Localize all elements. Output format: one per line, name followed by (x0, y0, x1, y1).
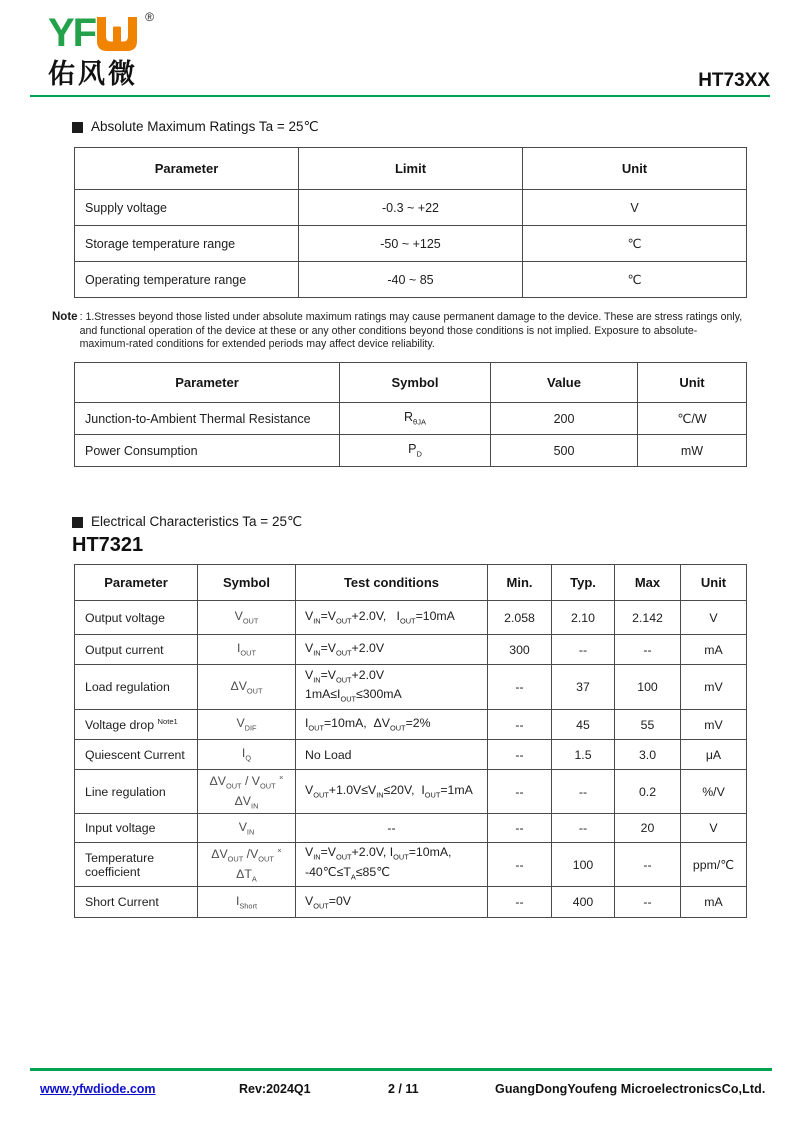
square-bullet-icon (72, 122, 83, 133)
typ-cell: 2.10 (552, 601, 615, 635)
cond-cell: $V_{OUT}=0V$ (296, 887, 488, 918)
unit-cell: μA (681, 740, 747, 770)
table-row (75, 770, 747, 814)
typ-cell: 45 (552, 710, 615, 740)
min-cell: -- (488, 843, 552, 887)
min-cell: -- (488, 740, 552, 770)
symbol-cell: $I_{OUT}$ (198, 635, 296, 665)
page-header (0, 0, 800, 97)
note-text (80, 311, 743, 352)
page-footer (0, 1082, 800, 1104)
col-header: Symbol (340, 363, 491, 403)
col-header: Unit (681, 565, 747, 601)
cond-cell: No Load (296, 740, 488, 770)
param-cell: Storage temperature range (75, 226, 299, 262)
typ-cell: 1.5 (552, 740, 615, 770)
cond-cell: $V_{OUT}+1.0V\le V_{IN}\le 20V$, $I_{OUT}=1mA$ (296, 770, 488, 814)
unit-cell: mA (681, 635, 747, 665)
table-row (75, 635, 747, 665)
unit-cell: mV (681, 665, 747, 710)
cond-line: $V_{IN}=V_{OUT}+2.0V$, $I_{OUT}=10mA$, (305, 845, 452, 862)
unit-cell: mV (681, 710, 747, 740)
table-row (75, 226, 747, 262)
param-cell: Power Consumption (75, 435, 340, 467)
table-header-row (75, 565, 747, 601)
max-cell: 55 (615, 710, 681, 740)
param-cell: Junction-to-Ambient Thermal Resistance (75, 403, 340, 435)
limit-cell: -0.3 ~ +22 (299, 190, 523, 226)
table-row (75, 814, 747, 843)
revision-label: Rev:2024Q1 (239, 1082, 311, 1096)
table-row (75, 843, 747, 887)
param-cell: Line regulation (75, 770, 198, 814)
symbol-cell (198, 843, 296, 887)
param-cell: Temperature coefficient (75, 843, 198, 887)
table-row (75, 262, 747, 298)
table-row (75, 403, 747, 435)
logo-u-icon (97, 16, 137, 57)
col-header: Typ. (552, 565, 615, 601)
thermal-table (74, 362, 747, 467)
param-cell: Voltage drop $^{Note1}$ (75, 710, 198, 740)
company-name: GuangDongYoufeng MicroelectronicsCo,Ltd. (495, 1082, 766, 1096)
unit-cell: %/V (681, 770, 747, 814)
cond-cell: -- (296, 814, 488, 843)
abs-max-section-heading (72, 119, 319, 135)
typ-cell: -- (552, 770, 615, 814)
value-cell: 500 (491, 435, 638, 467)
max-cell: 2.142 (615, 601, 681, 635)
limit-cell: -40 ~ 85 (299, 262, 523, 298)
table-row (75, 740, 747, 770)
typ-cell: -- (552, 814, 615, 843)
limit-cell: -50 ~ +125 (299, 226, 523, 262)
brand-logo (48, 10, 154, 90)
table-row (75, 435, 747, 467)
min-cell: -- (488, 814, 552, 843)
symbol-line: $\Delta T_A$ (236, 866, 257, 883)
param-cell: Output voltage (75, 601, 198, 635)
param-cell: Short Current (75, 887, 198, 918)
col-header: Unit (523, 148, 747, 190)
col-header: Max (615, 565, 681, 601)
header-divider (30, 95, 770, 97)
min-cell: -- (488, 710, 552, 740)
symbol-cell: $I_{Short}$ (198, 887, 296, 918)
note-line: and functional operation of the device at these or any other conditions beyond those conditions is not implied. Exposure to absolute- (79, 324, 698, 337)
logo-chinese-name: 佑风微 (48, 59, 138, 89)
unit-cell: ℃ (523, 226, 747, 262)
param-cell: Input voltage (75, 814, 198, 843)
min-cell: 300 (488, 635, 552, 665)
table-row (75, 190, 747, 226)
max-cell: 100 (615, 665, 681, 710)
symbol-line: $\Delta V_{OUT} / V_{OUT}$ × (209, 773, 284, 791)
col-header: Value (491, 363, 638, 403)
param-cell: Quiescent Current (75, 740, 198, 770)
max-cell: -- (615, 635, 681, 665)
table-row (75, 710, 747, 740)
elec-table (74, 564, 747, 918)
symbol-cell (198, 770, 296, 814)
symbol-cell: $V_{OUT}$ (198, 601, 296, 635)
min-cell: 2.058 (488, 601, 552, 635)
col-header: Parameter (75, 565, 198, 601)
unit-cell: ppm/℃ (681, 843, 747, 887)
col-header: Symbol (198, 565, 296, 601)
typ-cell: 100 (552, 843, 615, 887)
col-header: Limit (299, 148, 523, 190)
typ-cell: -- (552, 635, 615, 665)
table-row (75, 887, 747, 918)
symbol-cell: $R_{\theta JA}$ (340, 403, 491, 435)
square-bullet-icon (72, 517, 83, 528)
elec-section-heading (72, 514, 302, 530)
unit-cell: mW (638, 435, 747, 467)
cond-line: $V_{IN}=V_{OUT}+2.0V$ (305, 667, 385, 684)
col-header: Parameter (75, 363, 340, 403)
part-variant-title: HT7321 (72, 534, 144, 556)
table-header-row (75, 363, 747, 403)
cond-cell: $V_{IN}=V_{OUT}+2.0V$ (296, 635, 488, 665)
cond-cell: $I_{OUT}=10mA$, $\Delta V_{OUT}=2\%$ (296, 710, 488, 740)
cond-line: $1mA\le I_{OUT}\le 300mA$ (305, 687, 402, 704)
symbol-cell: $I_Q$ (198, 740, 296, 770)
col-header: Unit (638, 363, 747, 403)
typ-cell: 400 (552, 887, 615, 918)
param-cell: Operating temperature range (75, 262, 299, 298)
table-row (75, 665, 747, 710)
page-number: 2 / 11 (388, 1082, 419, 1096)
symbol-cell: $V_{DIF}$ (198, 710, 296, 740)
symbol-line: $\Delta V_{OUT}$ $/V_{OUT}$ × (211, 846, 282, 864)
note-label: Note (52, 311, 78, 323)
max-cell: -- (615, 843, 681, 887)
col-header: Test conditions (296, 565, 488, 601)
cond-cell: $V_{IN}=V_{OUT}+2.0V$, $I_{OUT}=10mA$ (296, 601, 488, 635)
note-line: maximum-rated conditions for extended periods may affect device reliability. (79, 338, 435, 350)
max-cell: 3.0 (615, 740, 681, 770)
unit-cell: V (681, 601, 747, 635)
footer-divider (30, 1068, 772, 1071)
unit-cell: V (523, 190, 747, 226)
abs-max-title: Absolute Maximum Ratings Ta = 25℃ (91, 119, 319, 134)
unit-cell: ℃/W (638, 403, 747, 435)
symbol-cell: $\Delta V_{OUT}$ (198, 665, 296, 710)
abs-max-table (74, 147, 747, 298)
cond-cell (296, 665, 488, 710)
website-link[interactable]: www.yfwdiode.com (40, 1082, 156, 1096)
cond-cell (296, 843, 488, 887)
note-block (52, 311, 768, 352)
part-number-title: HT73XX (698, 70, 770, 91)
col-header: Min. (488, 565, 552, 601)
table-header-row (75, 148, 747, 190)
max-cell: -- (615, 887, 681, 918)
logo-yf-text: YF (48, 11, 96, 55)
table-row (75, 601, 747, 635)
param-cell: Supply voltage (75, 190, 299, 226)
param-cell: Output current (75, 635, 198, 665)
min-cell: -- (488, 770, 552, 814)
min-cell: -- (488, 887, 552, 918)
cond-line: $-40℃\le T_A\le 85℃$ (305, 864, 391, 881)
symbol-cell: $P_D$ (340, 435, 491, 467)
symbol-cell: $V_{IN}$ (198, 814, 296, 843)
param-cell: Load regulation (75, 665, 198, 710)
symbol-line: $\Delta V_{IN}$ (234, 793, 259, 810)
max-cell: 0.2 (615, 770, 681, 814)
note-line: : 1.Stresses beyond those listed under absolute maximum ratings may cause permanent damage to the device. These are stress ratings only, (79, 311, 743, 323)
value-cell: 200 (491, 403, 638, 435)
unit-cell: V (681, 814, 747, 843)
col-header: Parameter (75, 148, 299, 190)
unit-cell: ℃ (523, 262, 747, 298)
registered-trademark-icon: ® (145, 10, 154, 24)
typ-cell: 37 (552, 665, 615, 710)
min-cell: -- (488, 665, 552, 710)
unit-cell: mA (681, 887, 747, 918)
max-cell: 20 (615, 814, 681, 843)
elec-title: Electrical Characteristics Ta = 25℃ (91, 514, 303, 529)
